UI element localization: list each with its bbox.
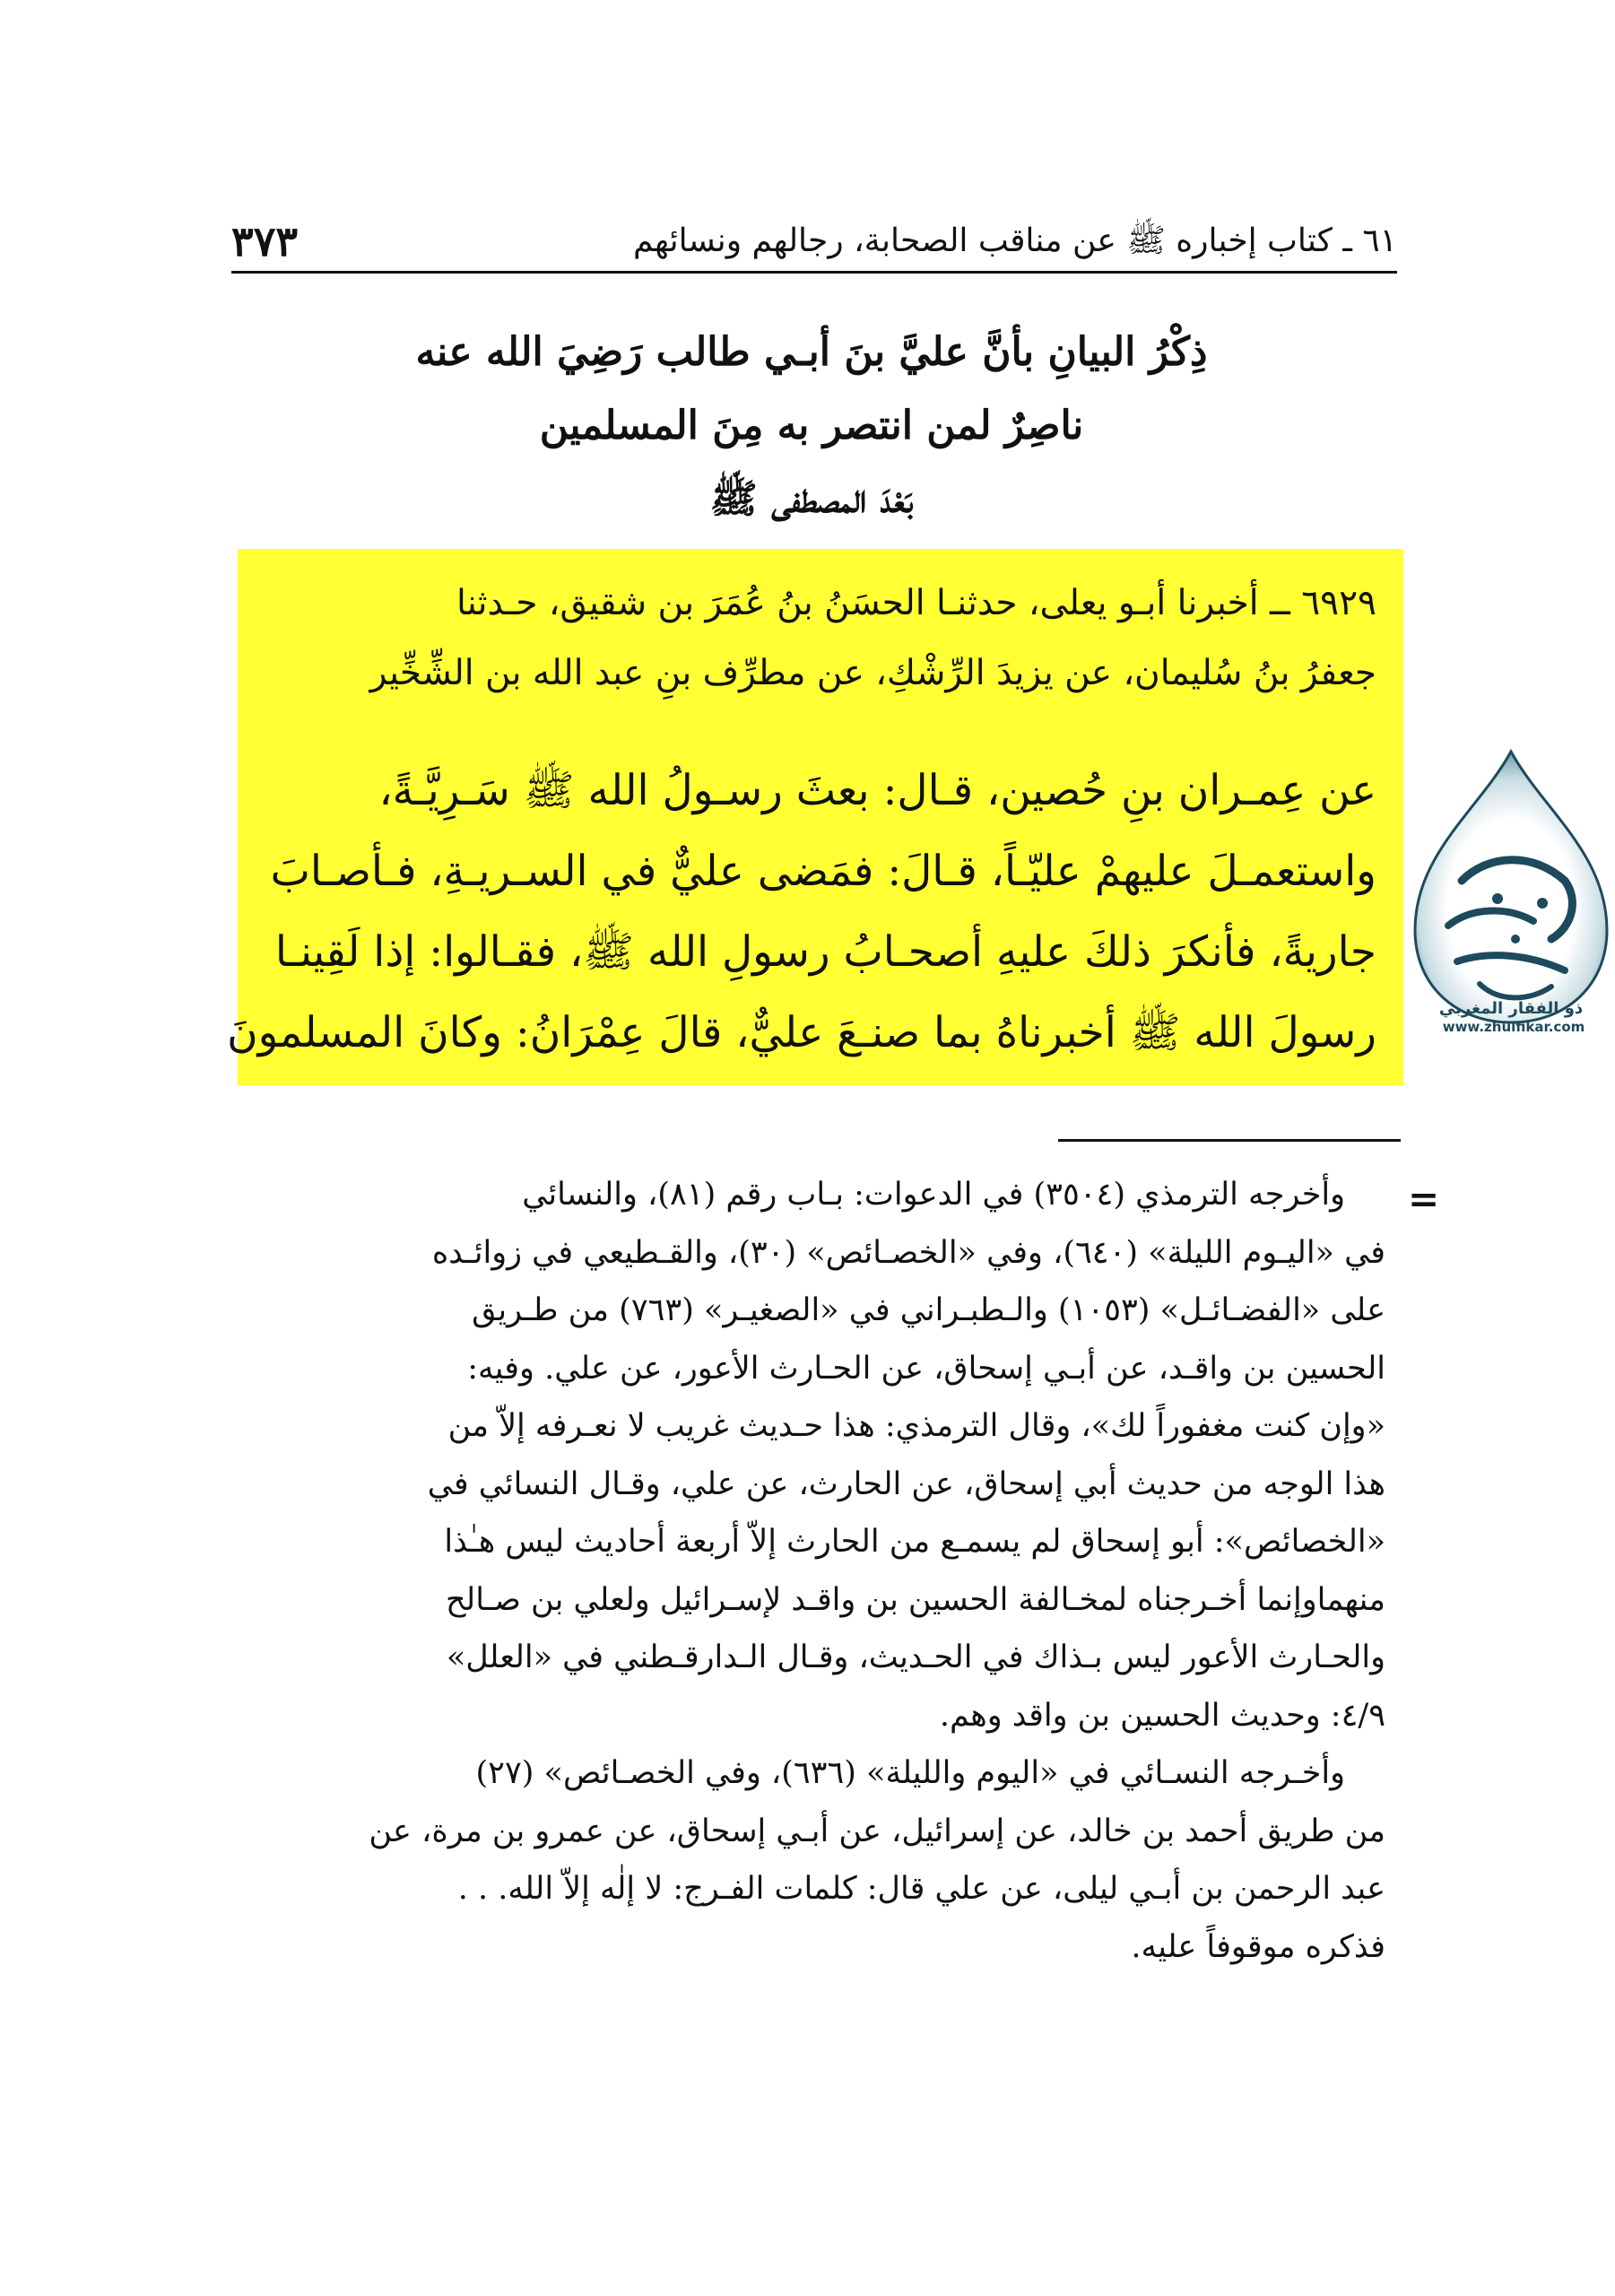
isnad-line: ٦٩٢٩ ــ أخبرنا أبـو يعلى، حدثنـا الحسَنُ بنُ عُمَرَ بن شقيق، حـدثنا <box>456 583 1376 623</box>
footnotes <box>247 1166 1385 1976</box>
footnote-rule <box>1058 1139 1401 1142</box>
heading-line: ناصِرٌ لمن انتصر به مِنَ المسلمين <box>539 403 1084 448</box>
matn-line: عن عِمـران بنِ حُصين، قـال: بعثَ رسـولُ الله ﷺ سَـرِيَّـةً، <box>378 766 1376 815</box>
footnote-line: «وإن كنت مغفوراً لك»، وقال الترمذي: هذا حـديث غريب لا نعـرفه إلاّ من <box>447 1408 1385 1444</box>
footnote-line: على «الفضـائـل» (١٠٥٣) والـطبـراني في «الصغيـر» (٧٦٣) من طـريق <box>472 1292 1385 1328</box>
footnote-line: «الخصائص»: أبو إسحاق لم يسمـع من الحارث إلاّ أربعة أحاديث ليس هـٰذا <box>444 1524 1385 1560</box>
matn-line: جاريةً، فأنكرَ ذلكَ عليهِ أصحـابُ رسولِ الله ﷺ، فقـالوا: إذا لَقِينـا <box>274 927 1376 977</box>
footnote-line: عبد الرحمن بن أبـي ليلى، عن علي قال: كلمات الفـرج: لا إلٰه إلاّ الله. . . <box>457 1871 1385 1907</box>
running-title: ٦١ ـ كتاب إخباره ﷺ عن مناقب الصحابة، رجالهم ونسائهم <box>633 222 1397 259</box>
watermark-url: www.zhulfikar.com <box>1442 1019 1585 1035</box>
watermark-text: ذو الفقار المغربي <box>1438 999 1584 1018</box>
footnote-line: وأخرجه الترمذي (٣٥٠٤) في الدعوات: بـاب رقم (٨١)، والنسائي <box>522 1177 1345 1213</box>
footnote-line: فذكره موقوفاً عليه. <box>1131 1928 1385 1965</box>
footnote-line: وأخـرجه النسـائي في «اليوم والليلة» (٦٣٦)، وفي الخصـائص» (٢٧) <box>475 1755 1345 1791</box>
page-number: ٣٧٣ <box>231 217 299 265</box>
footnote-line: والحـارث الأعور ليس بـذاك في الحـديث، وقـال الـدارقـطني في «العلل» <box>446 1639 1385 1675</box>
heading-line: بَعْدَ المصطفى ﷺ <box>709 476 914 522</box>
isnad-line: جعفرُ بنُ سُليمان، عن يزيدَ الرِّشْكِ، عن مطرِّف بنِ عبد الله بن الشِّخِّير <box>369 653 1376 693</box>
footnote-line: هذا الوجه من حديث أبي إسحاق، عن الحارث، عن علي، وقـال النسائي في <box>427 1465 1385 1502</box>
footnote-line: في «اليـوم الليلة» (٦٤٠)، وفي «الخصـائص» (٣٠)، والقـطيعي في زوائـده <box>431 1234 1385 1271</box>
footnote-line: ٤/٩: وحديث الحسين بن واقد وهم. <box>939 1697 1385 1734</box>
watermark-logo <box>1408 746 1614 1031</box>
footnote-line: منهماوإنما أخـرجناه لمخـالفة الحسين بن واقـد لإسـرائيل ولعلي بن صـالح <box>445 1581 1385 1618</box>
continuation-mark: = <box>1408 1177 1440 1221</box>
heading-line: ذِكْرُ البيانِ بأنَّ عليَّ بنَ أبـي طالب رَضِيَ الله عنه <box>415 329 1208 375</box>
header-rule <box>231 271 1397 274</box>
matn-line: واستعمـلَ عليهمْ عليّـاً، قـالَ: فمَضى عليٌّ في السـريـةِ، فـأصـابَ <box>270 847 1376 896</box>
hadith-isnad <box>256 569 1376 709</box>
hadith-matn <box>227 751 1376 1074</box>
footnote-line: من طريق أحمد بن خالد، عن إسرائيل، عن أبـي إسحاق، عن عمرو بن مرة، عن <box>369 1813 1385 1849</box>
highlighted-hadith <box>227 549 1403 1085</box>
footnote-line: الحسين بن واقـد، عن أبـي إسحاق، عن الحـارث الأعور، عن علي. وفيه: <box>467 1350 1385 1387</box>
chapter-heading <box>242 316 1381 536</box>
matn-line: رسولَ الله ﷺ أخبرناهُ بما صنـعَ عليٌّ، قالَ عِمْرَانُ: وكانَ المسلمونَ <box>227 1008 1376 1057</box>
page-header <box>231 213 1397 264</box>
